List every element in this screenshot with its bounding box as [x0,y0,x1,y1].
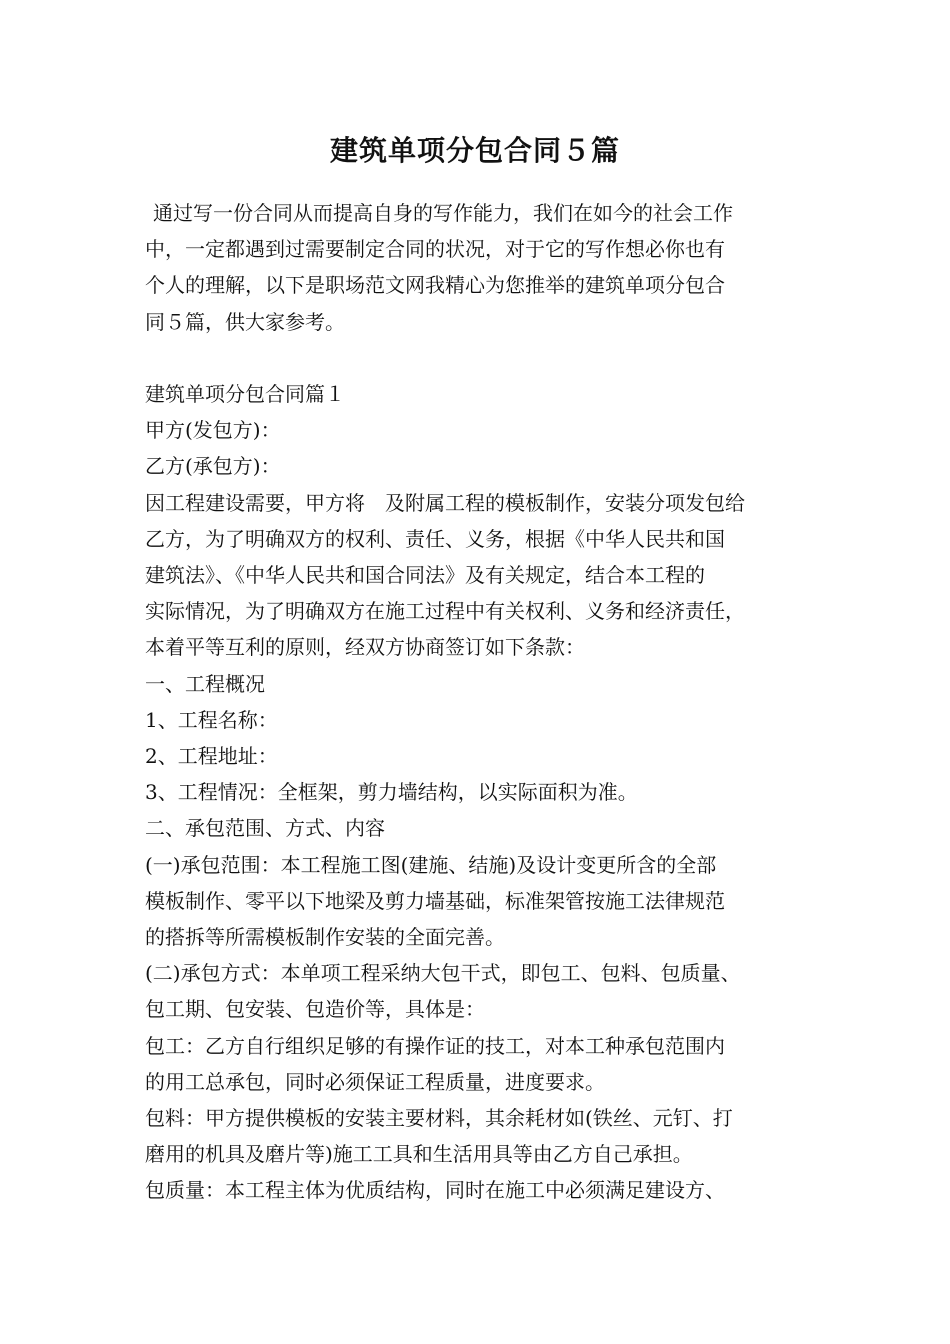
body-line: 3、工程情况：全框架，剪力墙结构，以实际面积为准。 [145,780,638,805]
body-line: 包料：甲方提供模板的安装主要材料，其余耗材如(铁丝、元钉、打 [145,1106,733,1131]
party-b-line: 乙方(承包方)： [145,454,281,479]
body-line: 1、工程名称： [145,707,278,732]
intro-line: 通过写一份合同从而提高自身的写作能力，我们在如今的社会工作 [153,201,733,225]
body-line: 模板制作、零平以下地梁及剪力墙基础，标准架管按施工法律规范 [145,888,725,913]
body-line: 磨用的机具及磨片等)施工工具和生活用具等由乙方自己承担。 [145,1142,693,1167]
intro-line: 中，一定都遇到过需要制定合同的状况，对于它的写作想必你也有 [145,237,725,262]
intro-line: 个人的理解，以下是职场范文网我精心为您推举的建筑单项分包合 [145,273,725,298]
clause-heading: 二、承包范围、方式、内容 [145,816,385,841]
body-line: 的用工总承包，同时必须保证工程质量，进度要求。 [145,1069,605,1094]
body-line: 2、工程地址： [145,744,278,769]
body-line: 包质量：本工程主体为优质结构，同时在施工中必须满足建设方、 [145,1178,725,1203]
body-line: 包工：乙方自行组织足够的有操作证的技工，对本工种承包范围内 [145,1033,725,1058]
body-line: (一)承包范围：本工程施工图(建施、结施)及设计变更所含的全部 [145,852,717,877]
body-line: 的搭拆等所需模板制作安装的全面完善。 [145,925,505,950]
section-heading: 建筑单项分包合同篇１ [145,382,345,406]
intro-line: 同５篇，供大家参考。 [145,309,345,334]
document-title: 建筑单项分包合同５篇 [329,134,620,167]
clause-heading: 一、工程概况 [145,671,265,696]
paragraph-spacer [145,340,835,376]
body-line: 本着平等互利的原则，经双方协商签订如下条款： [145,635,585,660]
document-body [145,195,835,1209]
body-line: 实际情况，为了明确双方在施工过程中有关权利、义务和经济责任， [145,599,745,624]
body-line: 因工程建设需要，甲方将 及附属工程的模板制作，安装分项发包给 [145,490,745,515]
body-line: (二)承包方式：本单项工程采纳大包干式，即包工、包料、包质量、 [145,961,741,986]
party-a-line: 甲方(发包方)： [145,418,281,443]
body-line: 建筑法》、《中华人民共和国合同法》及有关规定，结合本工程的 [145,563,705,588]
body-line: 包工期、包安装、包造价等，具体是： [145,997,485,1022]
body-line: 乙方，为了明确双方的权利、责任、义务，根据《中华人民共和国 [145,526,725,551]
